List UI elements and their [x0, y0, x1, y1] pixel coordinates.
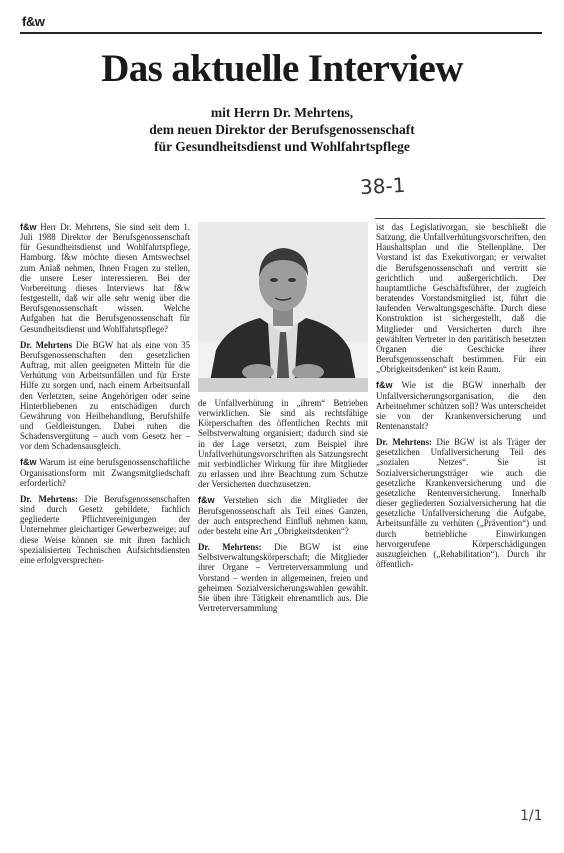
- subtitle-line-1: mit Herrn Dr. Mehrtens,: [210, 105, 354, 120]
- question-text: Wie ist die BGW innerhalb der Unfallversicherungsorganisation, die den Arbeitnehmer schützen soll? Was unterscheidet sie von der Krankenversicherung und Rentenanstalt?: [376, 380, 547, 431]
- speaker-label: Dr. Mehrtens:: [20, 493, 78, 504]
- question-text: Verstehen sich die Mitglieder der Berufsgenossenschaft als Teil eines Ganzen, der auch entsprechend Einfluß nehmen kann, oder besteht eine Art „Obrigkeitsdenken“?: [198, 495, 368, 536]
- answer-3-continued: ist das Legislativorgan, sie beschließt die Satzung, die Unfallverhütungsvorschriften, den Haushaltsplan und die Stellenpläne. Der Vorstand ist das Exekutivorgan; er verwaltet die Berufsgenossenschaft und vertritt sie gerichtlich und außergerichtlich. Der hauptamtliche Geschäftsführer, der zugleich beratendes Vorstandsmitglied ist, führt die laufenden Verwaltungsgeschäfte. Durch diese Konstruktion ist sichergestellt, daß die Mitglieder und Versicherten durch ihre gewählten Vertreter in den paritätisch besetzten Organen die Geschicke ihrer Berufsgenossenschaft bestimmen. Für ein „Obrigkeitsdenken“ ist kein Raum.: [376, 222, 546, 375]
- question-tag: f&w: [20, 457, 37, 468]
- question-tag: f&w: [376, 380, 393, 391]
- speaker-label: Dr. Mehrtens:: [376, 437, 432, 448]
- handwritten-note: 38-1: [359, 172, 406, 200]
- column-2: [198, 398, 368, 613]
- answer-3: [198, 542, 368, 613]
- answer-2: [20, 494, 190, 565]
- question-text: Herr Dr. Mehrtens, Sie sind seit dem 1. Juli 1988 Direktor der Berufsgenossenschaft für Gesundheitsdienst und Wohlfahrtspflege, Hamburg. f&w möchte diesen Amtswechsel zum Anlaß nehmen, Ihnen Fragen zu stellen, die unsere Leser interessieren. Bei der Vorbereitung dieses Interviews hat f&w festgestellt, daß wir alle sehr wenig über die Berufsgenossenschaft wissen. Welche Aufgaben hat die Berufsgenossenschaft für Gesundheitsdienst und Wohlfahrtspflege?: [20, 222, 190, 334]
- answer-1-continued: de Unfallverhütung in „ihrem“ Betrieben verwirklichen. Sie sind als rechtsfähige Körperschaften des öffentlichen Rechts mit Selbstverwaltung organisiert; dadurch sind sie in der Lage versetzt, zum Beispiel ihre Unfallverhütungsvorschriften als Satzungsrecht mit verbindlicher Wirkung für ihre Mitglieder zu erlassen und ihre Beachtung zum Schutze der Versicherten durchzusetzen.: [198, 398, 368, 490]
- answer-text: Die BGW ist eine Selbstverwaltungskörperschaft; die Mitglieder ihrer Organe – Vertreterversammlung und Vorstand – werden in allgemeinen, freien und geheimen Sozialversicherungswahlen gewählt. Sie üben ihre Tätigkeit ehrenamtlich aus. Die Vertreterversammlung: [198, 542, 369, 613]
- answer-text: Die BGW hat als eine von 35 Berufsgenossenschaften den gesetzlichen Auftrag, mit allen geeigneten Mitteln für die Verhütung von Arbeitsunfällen und für Erste Hilfe zu sorgen und, nach einem Arbeitsunfall den Verletzten, seine Angehörigen oder seine Hinterbliebenen zu entschädigen durch Gewährung von Heilbehandlung, Berufshilfe und Geldleistungen. Dabei ruhen die Schadensvergütung – auch vom Gesetz her – vor dem Schadensausgleich.: [20, 339, 191, 452]
- speaker-label: Dr. Mehrtens:: [198, 542, 262, 553]
- subtitle: [0, 104, 564, 155]
- question-4: [376, 380, 546, 431]
- question-tag: f&w: [198, 495, 215, 506]
- question-3: [198, 495, 368, 536]
- subtitle-line-3: für Gesundheitsdienst und Wohlfahrtspflege: [154, 139, 410, 154]
- portrait-photo: [198, 222, 368, 392]
- column-rule: [375, 218, 545, 219]
- page-mark: 1/1: [520, 808, 543, 824]
- header-rule: [20, 32, 542, 34]
- speaker-label: Dr. Mehrtens: [20, 339, 73, 350]
- answer-text: Die Berufsgenossenschaften sind durch Gesetz gebildete, fachlich gegliederte Pflichtvereinigungen der Unternehmer gleichartiger Gewerbezweige; auf diese Weise können sie mit ihren fachlich spezialisierten Technischen Aufsichtsdiensten eine erfolgversprechen-: [20, 493, 190, 565]
- question-text: Warum ist eine berufsgenossenschaftliche Organisationsform mit Zwangsmitgliedschaft erforderlich?: [20, 457, 190, 488]
- portrait-illustration: [198, 222, 368, 392]
- column-3: [376, 222, 546, 569]
- question-1: [20, 222, 190, 334]
- answer-4: [376, 437, 546, 569]
- headline: Das aktuelle Interview: [101, 47, 463, 90]
- question-tag: f&w: [20, 222, 37, 232]
- magazine-logo: f&w: [22, 14, 45, 29]
- answer-text: Die BGW ist als Träger der gesetzlichen Unfallversicherung Teil des „sozialen Netzes“. Sie ist Sozialversicherungsträger wie auch die gesetzliche Krankenversicherung und die gesetzliche Rentenversicherung. Innerhalb dieser gegliederten Sozialversicherung hat die gesetzliche Unfallversicherung die Aufgabe, Arbeitsunfälle zu verhüten („Prävention“) und durch betriebliche Einwirkungen hervorgerufene Körperschädigungen auszugleichen („Rehabilitation“). Durch ihr öffentlich-: [376, 437, 546, 569]
- subtitle-line-2: dem neuen Direktor der Berufsgenossenschaft: [149, 122, 415, 137]
- question-2: [20, 457, 190, 487]
- answer-1: [20, 340, 190, 452]
- column-1: [20, 222, 190, 565]
